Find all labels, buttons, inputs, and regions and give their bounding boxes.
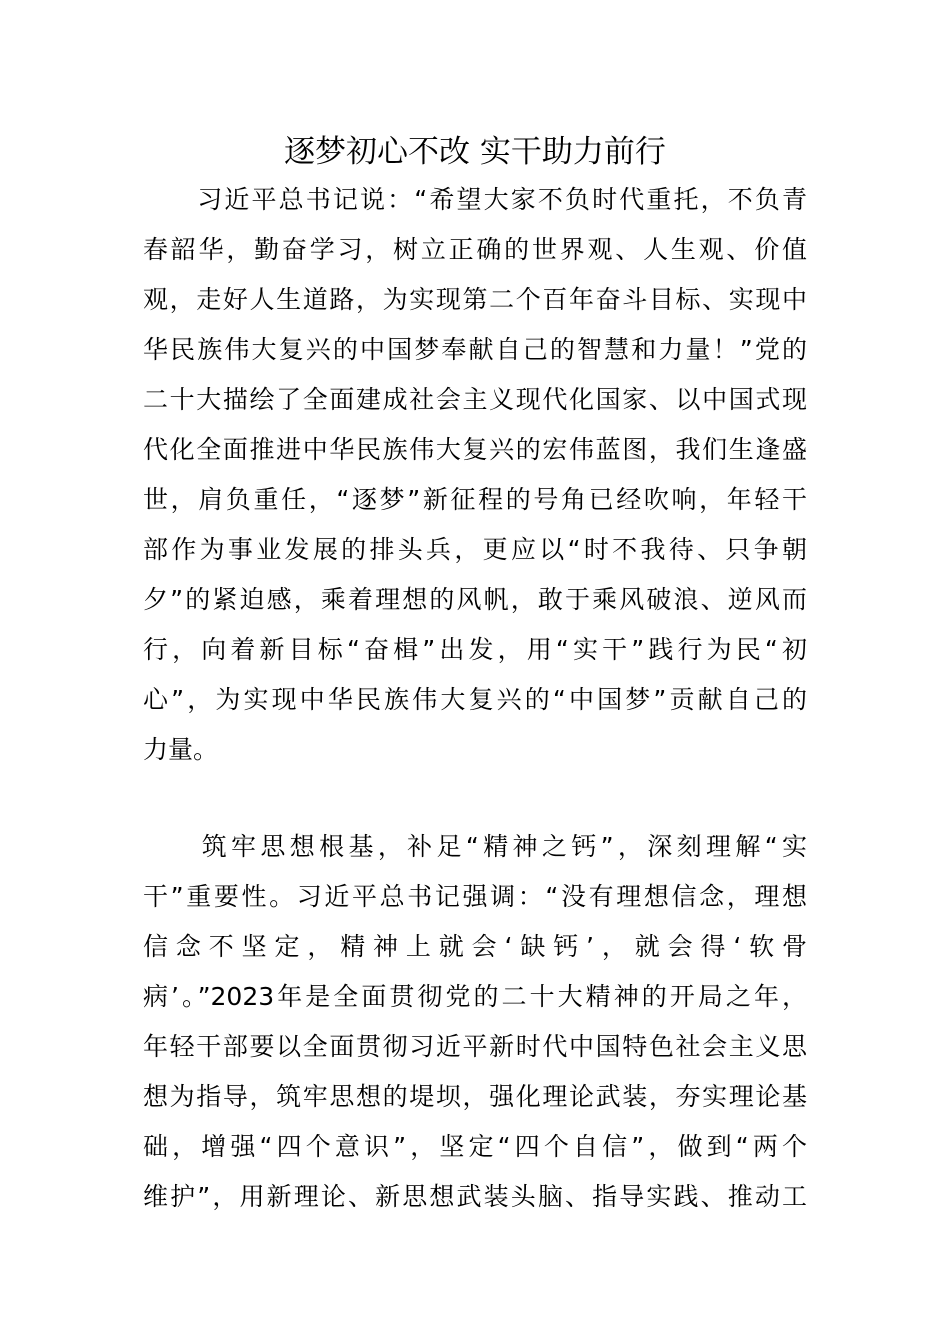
- paragraph-line: 部作为事业发展的排头兵，更应以“时不我待、只争朝: [143, 535, 807, 564]
- paragraph-line: 筑牢思想根基，补足“精神之钙”，深刻理解“实: [143, 832, 807, 861]
- paragraph-line: 世，肩负重任，“逐梦”新征程的号角已经吹响，年轻干: [143, 485, 807, 514]
- paragraph-line: 维护”，用新理论、新思想武装头脑、指导实践、推动工: [143, 1182, 807, 1211]
- paragraph-line: 心”，为实现中华民族伟大复兴的“中国梦”贡献自己的: [143, 685, 807, 714]
- document-title: 逐梦初心不改 实干助力前行: [284, 134, 666, 170]
- paragraph-line: 观，走好人生道路，为实现第二个百年奋斗目标、实现中: [143, 285, 807, 314]
- paragraph-line: 想为指导，筑牢思想的堤坝，强化理论武装，夯实理论基: [143, 1082, 807, 1111]
- paragraph-line: 力量。: [143, 735, 219, 764]
- paragraph-line: 础，增强“四个意识”，坚定“四个自信”，做到“两个: [143, 1132, 807, 1161]
- paragraph-line: 干”重要性。习近平总书记强调：“没有理想信念，理想: [143, 882, 807, 911]
- paragraph-line: 二十大描绘了全面建成社会主义现代化国家、以中国式现: [143, 385, 807, 414]
- paragraph-line: 春韶华，勤奋学习，树立正确的世界观、人生观、价值: [143, 235, 807, 264]
- paragraph-line: 华民族伟大复兴的中国梦奉献自己的智慧和力量！”党的: [143, 335, 807, 364]
- paragraph-line: 夕”的紧迫感，乘着理想的风帆，敢于乘风破浪、逆风而: [143, 585, 807, 614]
- paragraph-line: 行，向着新目标“奋楫”出发，用“实干”践行为民“初: [143, 635, 807, 664]
- paragraph-line: 年轻干部要以全面贯彻习近平新时代中国特色社会主义思: [143, 1032, 807, 1061]
- paragraph-line: 信念不坚定，精神上就会‘缺钙’，就会得‘软骨: [143, 932, 807, 961]
- paragraph-line: 病’。”2023年是全面贯彻党的二十大精神的开局之年，: [143, 982, 807, 1011]
- paragraph-line: 习近平总书记说：“希望大家不负时代重托，不负青: [143, 185, 807, 214]
- paragraph-line: 代化全面推进中华民族伟大复兴的宏伟蓝图，我们生逢盛: [143, 435, 807, 464]
